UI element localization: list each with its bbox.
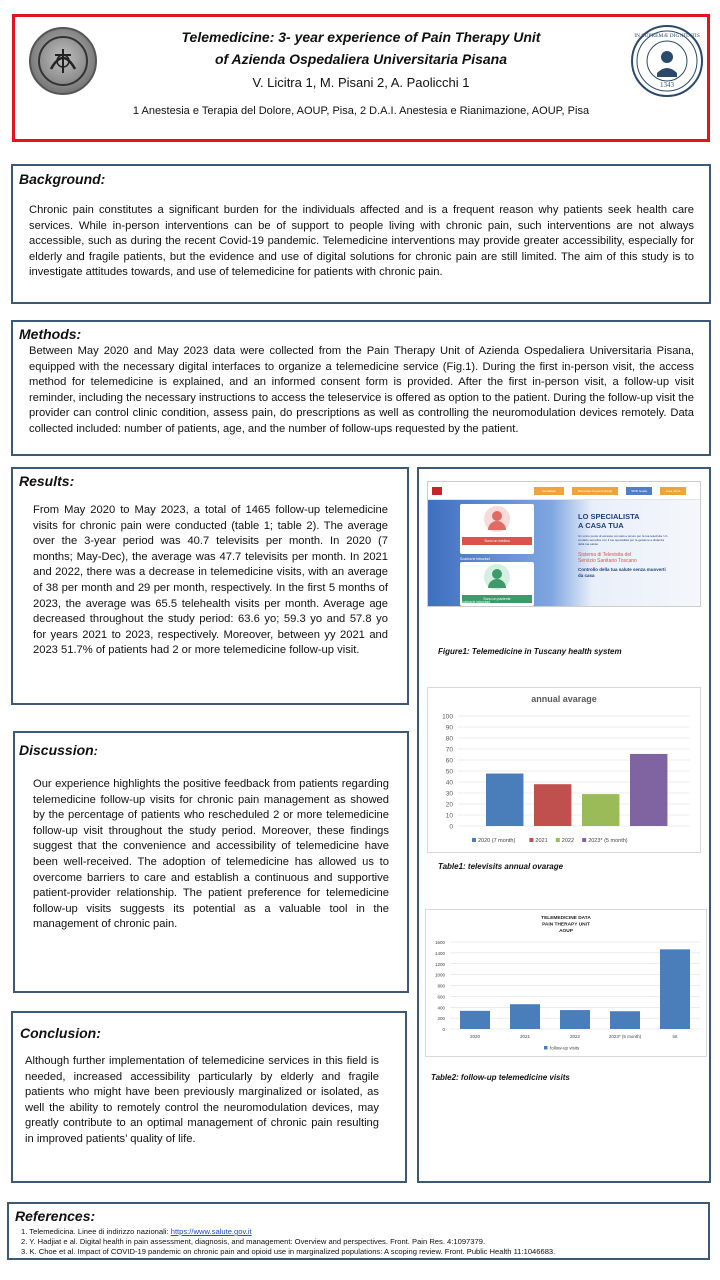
fig1-system-line2: Servizio Sanitario Toscano (578, 558, 637, 564)
fig1-tagline: Controllo della tua salute senza muoverti da casa (578, 567, 666, 578)
chart1-title: annual avarage (531, 694, 597, 704)
fig1-download-link-2[interactable]: Scarica le istruzioni (460, 600, 491, 604)
fig1-topbar (428, 482, 701, 500)
y-tick-label: 50 (445, 768, 453, 776)
legend-label: 2021 (535, 838, 548, 844)
fig1-blurb: Un unico punto di accesso comodo e sicuro per la tua televisita. Un contatto semplice con il tuo specialista per la gestione a distanza della tua salute (578, 534, 668, 546)
y-tick-label: 200 (437, 1016, 445, 1022)
background-section (11, 164, 711, 304)
fig1-system-name (578, 552, 637, 564)
background-text: Chronic pain constitutes a significant burden for the individuals affected and is a frequent reason why patients seek health care services. While in-person interventions can be of support to people living with chronic pain, such interventions are not always accessible, such as during the recent Covid-19 pandemic. Telemedicine interventions may provide greater accessibility, especially for elderly and fragile patients, but the evidence and use of digital solutions for chronic pain are still limited. The aim of this study is to investigate attitudes towards, and use of telemedicine for patients with chronic pain. (29, 204, 694, 279)
y-tick-label: 100 (442, 713, 453, 721)
conclusion-title: Conclusion: (20, 1025, 101, 1041)
y-tick-label: 400 (437, 1005, 445, 1011)
reference-item (21, 1227, 701, 1237)
x-tick-label: 2023* (5 month) (608, 1034, 642, 1039)
y-tick-label: 70 (445, 746, 453, 754)
bar (486, 774, 523, 826)
y-tick-label: 1000 (434, 972, 445, 978)
bar (582, 794, 619, 826)
figures-column (417, 467, 711, 1183)
seal-year: 1343 (660, 81, 674, 89)
doctor-avatar-icon (484, 506, 510, 532)
discussion-section (13, 731, 409, 993)
bar (610, 1011, 640, 1029)
fig1-system-line1: Sistema di Televisita del (578, 552, 632, 558)
x-tick-label: 2020 (469, 1034, 481, 1039)
seal-inscription: IN SUPREMÆ DIGNITATIS (634, 33, 700, 39)
fig1-heading (578, 512, 640, 530)
patient-avatar-icon (484, 564, 510, 590)
y-tick-label: 40 (445, 779, 453, 787)
references-list (21, 1227, 701, 1257)
chart2-title-line: AOUP (559, 929, 573, 934)
figure1-caption: Figure1: Telemedicine in Tuscany health system (438, 647, 622, 656)
x-tick-label: 2021 (519, 1034, 531, 1039)
reference-item (21, 1247, 701, 1257)
y-tick-label: 600 (437, 994, 445, 1000)
bar (510, 1004, 540, 1029)
patient-button[interactable]: Sono un paziente (462, 595, 532, 603)
legend-label: follow-up visits (550, 1045, 580, 1051)
fig1-tab: Contattaci (534, 487, 564, 495)
poster-title-line2: of Azienda Ospedaliera Universitaria Pisana (214, 51, 508, 67)
legend-label: 2022 (561, 838, 575, 844)
reference-2-text: 2. Y. Hadjiat e al. Digital health in pain assessment, diagnosis, and management: Overview and perspectives. Front. Pain Res. 4:1097379. (21, 1237, 486, 1246)
y-tick-label: 10 (445, 812, 453, 820)
chart2-title-line: TELEMEDICINE DATA (541, 916, 591, 921)
x-tick-label: 2022 (569, 1034, 581, 1039)
authors: V. Licitra 1, M. Pisani 2, A. Paolicchi 1 (252, 75, 470, 90)
y-tick-label: 1600 (434, 940, 445, 945)
figure1-screenshot (427, 481, 701, 607)
legend-swatch (544, 1046, 548, 1050)
bar (630, 754, 667, 826)
table2-svg (426, 910, 706, 1056)
y-tick-label: 60 (445, 757, 453, 765)
fig1-doctor-card (460, 504, 534, 554)
y-tick-label: 0 (449, 823, 453, 831)
legend-swatch (472, 838, 476, 842)
poster-title-line1: Telemedicine: 3- year experience of Pain Therapy Unit (181, 29, 541, 45)
y-tick-label: 90 (445, 724, 453, 732)
table1-chart (427, 687, 701, 853)
bar (460, 1011, 490, 1029)
reference-3-text: 3. K. Choe et al. Impact of COVID-19 pandemic on chronic pain and opioid use in marginalized populations: A scoping review. Front. Public Health 11:1046683. (21, 1247, 556, 1256)
background-title: Background: (19, 171, 106, 187)
university-seal (631, 25, 703, 97)
results-title: Results: (19, 473, 75, 489)
y-tick-label: 800 (437, 983, 445, 989)
discussion-title: Discussion: (19, 742, 98, 758)
y-tick-label: 80 (445, 735, 453, 743)
bar (534, 784, 571, 826)
results-section (11, 467, 409, 705)
y-tick-label: 0 (442, 1027, 445, 1032)
legend-label: 2020 (7 month) (478, 838, 516, 844)
legend-swatch (582, 838, 586, 842)
poster-header (12, 14, 710, 142)
discussion-title-text: Discussion (19, 742, 94, 758)
references-section (7, 1202, 710, 1260)
methods-text: Between May 2020 and May 2023 data were collected from the Pain Therapy Unit of Azienda Ospedaliera Universitaria Pisana, equipped with the necessary digital interfaces to organize a telemedicine service (Fig.1). During the first in-person visit, the access method for telemedicine is explained, and an informed consent form is provided. After the first in-person visit, a follow-up visit reminder, including the necessary instructions to access the teleservice is offered as option to the patient. During the follow-up visit the provider can control clinic condition, assess pain, do prescriptions as well as controlling the neuromodulation devices remotely. Data collected included: number of patients, age, and the number of follow-ups requested by the patient. (29, 345, 694, 435)
affiliations: 1 Anestesia e Terapia del Dolore, AOUP, Pisa, 2 D.A.I. Anestesia e Rianimazione, AOUP, Pisa (132, 105, 590, 117)
legend-label: 2023* (5 month) (588, 838, 628, 844)
y-tick-label: 1400 (434, 950, 445, 956)
x-tick-label: tot (672, 1034, 678, 1039)
reference-item (21, 1237, 701, 1247)
conclusion-section (11, 1011, 407, 1183)
y-tick-label: 1200 (434, 961, 445, 967)
table1-caption: Table1: televisits annual ovarage (438, 862, 564, 871)
table1-svg (428, 688, 700, 852)
fig1-heading-line2: A CASA TUA (578, 521, 624, 530)
results-text: From May 2020 to May 2023, a total of 1465 follow-up telemedicine visits for chronic pain were conducted (table 1; table 2). The average over the 3-year period was 40.7 televisits per month. In 2020 (7 months; May-Dec), the average was 47.7 televisits per month. In 2021 and 2022, there was a decrease in telemedicine visits, with an average of 38 per month and 29 per month, respectively. In the first 5 months of 2023, the average was 65.5 telehealth visits per month. Average age decreased throughout the study period: 63.6 yo; 59.3 yo and 57.8 yo for years 2021 to 2023, respectively. Moreover, between yy 2021 and 2023 51.7% of patients had 2 or more telemedicine follow-up visit. (33, 504, 388, 657)
fig1-banner (428, 500, 701, 607)
legend-swatch (529, 838, 533, 842)
table2-chart (425, 909, 707, 1057)
doctor-button[interactable]: Sono un medico (462, 537, 532, 545)
y-tick-label: 20 (445, 801, 453, 809)
fig1-download-link[interactable]: Scarica le istruzioni (460, 557, 491, 561)
discussion-text: Our experience highlights the positive feedback from patients regarding telemedicine follow-up visits for chronic pain management as showed by the percentage of patients who rescheduled 2 or more telemedicine follow-up visit throughout the study period. Moreover, these findings suggest that the convenience and accessibility of telemedicine have been well-received. The adoption of telemedicine has allowed us to overcome barriers to care and establish a continuous and supportive patient-provider relationship. The patient preference for telemedicine follow-up visits suggests its potential as a valuable tool in the management of chronic pain. (33, 778, 389, 931)
fig1-heading-line1: LO SPECIALISTA (578, 512, 640, 521)
fig1-tab: Domande frequenti (FAQ) (572, 487, 618, 495)
chart2-title-line: PAIN THERAPY UNIT (542, 922, 590, 928)
reference-1-link[interactable]: https://www.salute.gov.it (170, 1227, 252, 1236)
legend-swatch (556, 838, 560, 842)
conclusion-text: Although further implementation of telemedicine services in this field is needed, increased accessibility particularly by elderly and fragile patients who might have been previously marginalized or isolated, as well the ability to remotely control the neuromodulation devices, may greatly contribute to an optimal management of chronic pain resulting in improved patients’ quality of life. (25, 1055, 379, 1145)
references-title: References: (15, 1208, 96, 1224)
reference-1-text: 1. Telemedicina. Linee di indirizzo nazionali: (21, 1227, 171, 1236)
fig1-tab: SPID Guida (626, 487, 652, 495)
methods-section (11, 320, 711, 456)
methods-title: Methods: (19, 326, 82, 342)
y-tick-label: 30 (445, 790, 453, 798)
fig1-logo (432, 487, 442, 495)
bar (560, 1010, 590, 1029)
fig1-tab: Area utenti (660, 487, 686, 495)
table2-caption: Table2: follow-up telemedicine visits (431, 1073, 570, 1082)
bar (660, 949, 690, 1029)
